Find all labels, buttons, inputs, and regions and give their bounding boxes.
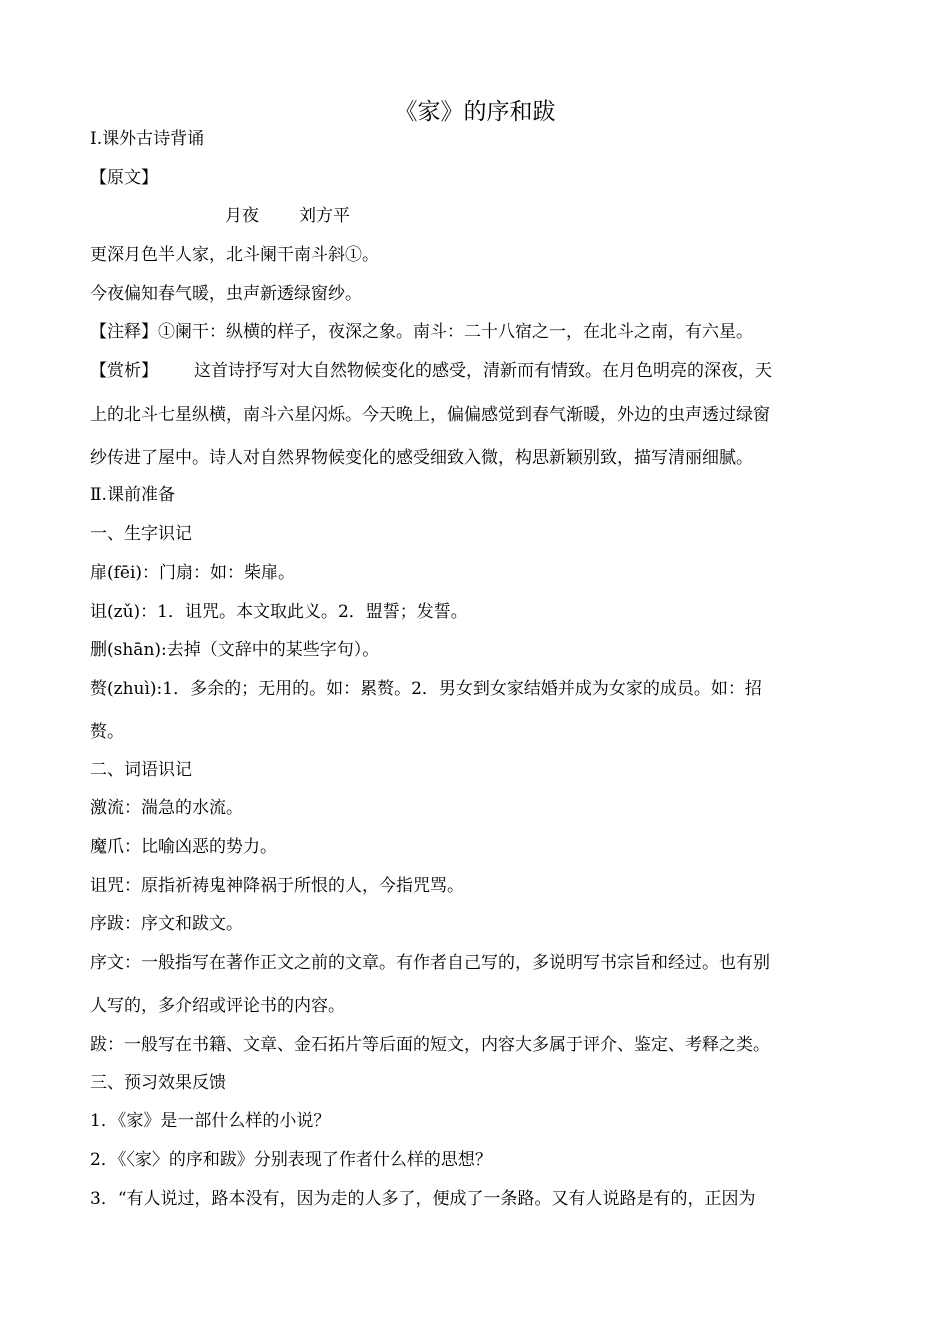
- note-line: 【注释】①阑干：纵横的样子，夜深之象。南斗：二十八宿之一，在北斗之南，有六星。: [90, 322, 753, 342]
- part2-heading: 二、词语识记: [90, 760, 192, 780]
- char-entry-zu: 诅(zǔ)：1．诅咒。本文取此义。2．盟誓；发誓。: [90, 602, 468, 622]
- word-entry-xuba: 序跋：序文和跋文。: [90, 914, 243, 934]
- char-entry-shan: 删(shān):去掉（文辞中的某些字句）。: [90, 640, 380, 660]
- document-title: 《家》的序和跋: [394, 99, 556, 125]
- char-entry-fei: 扉(fēi)：门扇：如：柴扉。: [90, 563, 296, 583]
- question-1: 1．《家》是一部什么样的小说？: [90, 1111, 331, 1131]
- appreciation-tag: 【赏析】: [90, 361, 158, 381]
- poem-line-2: 今夜偏知春气暖，虫声新透绿窗纱。: [90, 284, 362, 304]
- char-entry-zhui-1: 赘(zhuì):1．多余的；无用的。如：累赘。2．男女到女家结婚并成为女家的成员。如：招: [90, 679, 762, 699]
- word-entry-xuwen-2: 人写的，多介绍或评论书的内容。: [90, 996, 345, 1016]
- question-3: 3．“有人说过，路本没有，因为走的人多了，便成了一条路。又有人说路是有的，正因为: [90, 1189, 756, 1209]
- appreciation-line-3: 纱传进了屋中。诗人对自然界物候变化的感受细致入微，构思新颖别致，描写清丽细腻。: [90, 448, 753, 468]
- poem-line-1: 更深月色半人家，北斗阑干南斗斜①。: [90, 245, 379, 265]
- section1-heading: Ⅰ.课外古诗背诵: [90, 129, 205, 149]
- word-entry-xuwen-1: 序文：一般指写在著作正文之前的文章。有作者自己写的，多说明写书宗旨和经过。也有别: [90, 953, 770, 973]
- word-entry-zuzhou: 诅咒：原指祈祷鬼神降祸于所恨的人，今指咒骂。: [90, 876, 464, 896]
- char-entry-zhui-2: 赘。: [90, 722, 124, 742]
- appreciation-line-1: [90, 359, 865, 383]
- poem-heading: [225, 204, 625, 228]
- original-text-tag: 【原文】: [90, 168, 158, 188]
- appreciation-line-2: 上的北斗七星纵横，南斗六星闪烁。今天晚上，偏偏感觉到春气渐暖，外边的虫声透过绿窗: [90, 405, 770, 425]
- section2-heading: Ⅱ.课前准备: [90, 485, 175, 505]
- word-entry-ba: 跋：一般写在书籍、文章、金石拓片等后面的短文，内容大多属于评介、鉴定、考释之类。: [90, 1035, 770, 1055]
- poem-author: 刘方平: [299, 206, 350, 226]
- part1-heading: 一、生字识记: [90, 524, 192, 544]
- part3-heading: 三、预习效果反馈: [90, 1073, 226, 1093]
- poem-title: 月夜: [225, 206, 259, 226]
- word-entry-jiliu: 激流：湍急的水流。: [90, 798, 243, 818]
- appreciation-text-1: 这首诗抒写对大自然物候变化的感受，清新而有情致。在月色明亮的深夜，天: [194, 361, 772, 381]
- word-entry-mozhua: 魔爪：比喻凶恶的势力。: [90, 837, 277, 857]
- question-2: 2．《〈家〉的序和跋》分别表现了作者什么样的思想？: [90, 1150, 492, 1170]
